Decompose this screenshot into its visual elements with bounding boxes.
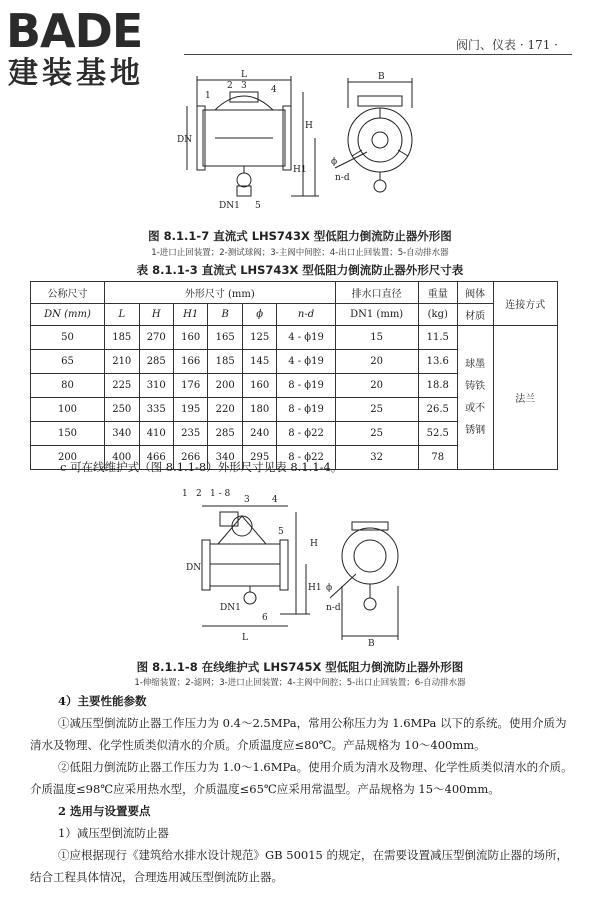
table-cell: 150 bbox=[31, 422, 105, 446]
fig1-label-H: H bbox=[305, 121, 313, 131]
table-cell: 200 bbox=[208, 374, 242, 398]
table-cell: 200 bbox=[31, 446, 105, 470]
fig2-label-phi: ϕ bbox=[326, 583, 333, 593]
section4-p2-line2: 介质温度≤98℃应采用热水型，介质温度≤65℃应采用常温型。产品规格为 15～400mm。 bbox=[30, 782, 500, 796]
fig2-callout-2: 2 bbox=[196, 489, 202, 499]
table-body bbox=[31, 326, 558, 470]
table-cell: 235 bbox=[173, 422, 207, 446]
fig1-label-B: B bbox=[378, 72, 385, 82]
fig1-label-DN: DN bbox=[177, 135, 193, 145]
header-divider bbox=[184, 54, 572, 55]
col-dims: 外形尺寸 (mm) bbox=[105, 282, 336, 304]
section4-p2-line1: ②低阻力倒流防止器工作压力为 1.0～1.6MPa。使用介质为清水及物理、化学性质类似清水的介质。 bbox=[58, 760, 573, 774]
table-title: 表 8.1.1-3 直流式 LHS743X 型低阻力倒流防止器外形尺寸表 bbox=[136, 263, 464, 277]
table-cell: 50 bbox=[31, 326, 105, 350]
figure2-caption: 图 8.1.1-8 在线维护式 LHS745X 型低阻力倒流防止器外形图 bbox=[136, 660, 464, 674]
material-line: 或不 bbox=[465, 402, 486, 414]
col-H: H bbox=[139, 304, 173, 326]
table-cell: 25 bbox=[335, 422, 418, 446]
connection-cell: 法兰 bbox=[493, 326, 557, 470]
fig2-label-H: H bbox=[310, 539, 318, 549]
col-connection: 连接方式 bbox=[493, 282, 557, 326]
table-cell: 25 bbox=[335, 398, 418, 422]
col-drain: 排水口直径 bbox=[335, 282, 418, 304]
table-cell: 166 bbox=[173, 350, 207, 374]
table-cell: 65 bbox=[31, 350, 105, 374]
col-weight: 重量 bbox=[418, 282, 457, 304]
logo-subtitle: 建装基地 bbox=[8, 56, 144, 91]
table-cell: 240 bbox=[242, 422, 276, 446]
section4-p1-line2: 清水及物理、化学性质类似清水的介质。介质温度应≤80℃。产品规格为 10～400mm。 bbox=[30, 738, 486, 752]
figure1-caption: 图 8.1.1-7 直流式 LHS743X 型低阻力倒流防止器外形图 bbox=[148, 229, 452, 243]
table-cell: 266 bbox=[173, 446, 207, 470]
table-cell: 8 - ϕ22 bbox=[277, 422, 335, 446]
fig1-callout-1: 1 bbox=[205, 91, 211, 101]
table-cell: 20 bbox=[335, 374, 418, 398]
table-cell: 340 bbox=[105, 422, 139, 446]
fig1-label-DN1: DN1 bbox=[219, 201, 240, 211]
table-cell: 145 bbox=[242, 350, 276, 374]
table-cell: 295 bbox=[242, 446, 276, 470]
table-cell: 160 bbox=[242, 374, 276, 398]
figure1-legend: 1-进口止回装置；2-测试球阀；3-主阀中间腔；4-出口止回装置；5-自动排水器 bbox=[151, 248, 449, 258]
col-weight-unit: (kg) bbox=[418, 304, 457, 326]
col-dn: DN (mm) bbox=[31, 304, 105, 326]
section2-heading: 2 选用与设置要点 bbox=[58, 804, 151, 818]
fig2-callout-1-8: 1 - 8 bbox=[210, 489, 231, 499]
note-c: c 可在线维护式（图 8.1.1-8）外形尺寸见表 8.1.1-4。 bbox=[60, 460, 343, 474]
fig2-label-nd: n-d bbox=[326, 603, 341, 613]
table-cell: 18.8 bbox=[418, 374, 457, 398]
col-L: L bbox=[105, 304, 139, 326]
col-material-sub: 材质 bbox=[457, 304, 493, 326]
page-header bbox=[456, 36, 558, 53]
material-line: 锈钢 bbox=[465, 424, 486, 436]
table-cell: 11.5 bbox=[418, 326, 457, 350]
table-cell: 8 - ϕ22 bbox=[277, 446, 335, 470]
table-cell: 78 bbox=[418, 446, 457, 470]
table-cell: 165 bbox=[208, 326, 242, 350]
table-cell: 32 bbox=[335, 446, 418, 470]
table-cell: 160 bbox=[173, 326, 207, 350]
table-cell: 310 bbox=[139, 374, 173, 398]
fig2-label-B: B bbox=[368, 639, 375, 646]
table-cell: 180 bbox=[242, 398, 276, 422]
fig2-callout-3: 3 bbox=[244, 495, 250, 505]
fig1-callout-4: 4 bbox=[271, 85, 277, 95]
fig1-label-L: L bbox=[241, 70, 247, 80]
col-nominal-size: 公称尺寸 bbox=[31, 282, 105, 304]
fig1-callout-3: 3 bbox=[241, 81, 247, 91]
figure-lhs745x-drawing bbox=[180, 486, 420, 646]
logo-text: BADE bbox=[6, 4, 143, 58]
fig1-callout-5: 5 bbox=[255, 201, 261, 211]
section2-p1-line2: 结合工程具体情况，合理选用减压型倒流防止器。 bbox=[30, 870, 283, 884]
col-B: B bbox=[208, 304, 242, 326]
material-line: 铸铁 bbox=[465, 380, 486, 392]
table-cell: 466 bbox=[139, 446, 173, 470]
table-cell: 225 bbox=[105, 374, 139, 398]
figure2-legend: 1-伸缩装置；2-滤网；3-进口止回装置；4-主阀中间腔；5-出口止回装置；6-自动排水器 bbox=[134, 678, 466, 688]
fig2-callout-6: 6 bbox=[262, 613, 268, 623]
table-cell: 400 bbox=[105, 446, 139, 470]
fig2-callout-5: 5 bbox=[278, 527, 284, 537]
table-cell: 4 - ϕ19 bbox=[277, 350, 335, 374]
table-cell: 250 bbox=[105, 398, 139, 422]
section4-heading: 4）主要性能参数 bbox=[58, 694, 147, 708]
col-H1: H1 bbox=[173, 304, 207, 326]
table-cell: 20 bbox=[335, 350, 418, 374]
table-cell: 8 - ϕ19 bbox=[277, 398, 335, 422]
fig1-callout-2: 2 bbox=[227, 81, 233, 91]
material-line: 球墨 bbox=[465, 358, 486, 370]
fig2-callout-1: 1 bbox=[182, 489, 188, 499]
table-cell: 285 bbox=[139, 350, 173, 374]
table-cell: 8 - ϕ19 bbox=[277, 374, 335, 398]
fig2-label-DN1: DN1 bbox=[220, 603, 241, 613]
fig2-callout-4: 4 bbox=[272, 495, 278, 505]
table-cell: 185 bbox=[105, 326, 139, 350]
col-drain-sub: DN1 (mm) bbox=[335, 304, 418, 326]
table-cell: 4 - ϕ19 bbox=[277, 326, 335, 350]
spec-table bbox=[30, 281, 558, 470]
table-cell: 195 bbox=[173, 398, 207, 422]
fig2-label-H1: H1 bbox=[308, 583, 322, 593]
table-cell: 340 bbox=[208, 446, 242, 470]
figure-lhs743x-drawing bbox=[175, 68, 435, 218]
table-cell: 210 bbox=[105, 350, 139, 374]
table-cell: 335 bbox=[139, 398, 173, 422]
page-number: · 171 · bbox=[519, 38, 558, 52]
table-cell: 125 bbox=[242, 326, 276, 350]
table-cell: 80 bbox=[31, 374, 105, 398]
table-cell: 410 bbox=[139, 422, 173, 446]
table-cell: 26.5 bbox=[418, 398, 457, 422]
section2-p1-line1: ①应根据现行《建筑给水排水设计规范》GB 50015 的规定，在需要设置减压型倒流防止器的场所， bbox=[58, 848, 569, 862]
section-title: 阀门、仪表 bbox=[455, 38, 516, 52]
fig2-label-L: L bbox=[242, 633, 248, 643]
fig1-label-phi: ϕ bbox=[331, 157, 338, 167]
table-cell: 100 bbox=[31, 398, 105, 422]
table-cell: 185 bbox=[208, 350, 242, 374]
table-header-row bbox=[31, 282, 558, 304]
fig1-label-nd: n-d bbox=[335, 173, 350, 183]
col-material: 阀体 bbox=[457, 282, 493, 304]
section4-p1-line1: ①减压型倒流防止器工作压力为 0.4～2.5MPa，常用公称压力为 1.6MPa 以下的系统。使用介质为 bbox=[58, 716, 567, 730]
table-subheader-row bbox=[31, 304, 558, 326]
table-cell: 285 bbox=[208, 422, 242, 446]
col-nd: n-d bbox=[277, 304, 335, 326]
table-cell: 13.6 bbox=[418, 350, 457, 374]
material-cell bbox=[457, 326, 493, 470]
fig2-label-DN: DN bbox=[186, 563, 202, 573]
table-cell: 220 bbox=[208, 398, 242, 422]
table-cell: 15 bbox=[335, 326, 418, 350]
table-cell: 176 bbox=[173, 374, 207, 398]
col-phi: ϕ bbox=[242, 304, 276, 326]
table-cell: 270 bbox=[139, 326, 173, 350]
fig1-label-H1: H1 bbox=[293, 165, 307, 175]
table-row bbox=[31, 326, 558, 350]
table-cell: 52.5 bbox=[418, 422, 457, 446]
section2-subheading: 1）减压型倒流防止器 bbox=[58, 826, 169, 840]
